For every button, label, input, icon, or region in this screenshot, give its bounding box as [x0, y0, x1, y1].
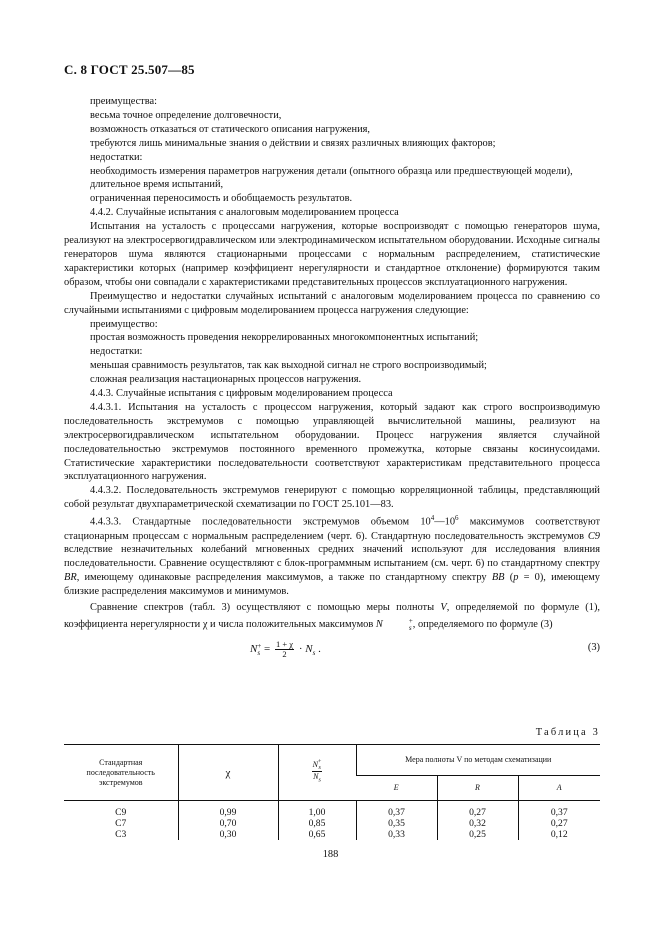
section-4-4-3-heading: 4.4.3. Случайные испытания с цифровым моделированием процесса: [90, 388, 393, 400]
dis-label-1: недостатки:: [90, 151, 143, 163]
page-number: 188: [322, 849, 339, 860]
col-header-e: E: [356, 776, 437, 801]
table-row: С9 0,99 1,00 0,37 0,27 0,37: [64, 807, 600, 818]
dis-item-2: длительное время испытаний,: [90, 179, 224, 191]
col-header-r: R: [437, 776, 518, 801]
table-row: С3 0,30 0,65 0,33 0,25 0,12: [64, 829, 600, 840]
adv-label-1: преимущества:: [90, 96, 157, 107]
formula-expression: N + s = $\frac{1 + \chi}{2}$ · $N_s$ .: [250, 639, 321, 660]
table-3: [64, 744, 600, 840]
section-4-4-3-1-text: 4.4.3.1. Испытания на усталость с процессом нагружения, который задают как строго воспроизводимую последовательность экстремумов с помощью управляющей вычислительной машины, реализуют на электросервогидравлическом испытательном оборудовании. Процесс нагружения является случайной последовательностью экстремумов постоянного временного промежутка, которые связаны косинусоидами. Статистические характеристики последовательности соответствуют характеристикам представительного процесса эксплуатационного нагружения.: [64, 401, 600, 483]
col-header-chi: χ: [178, 745, 278, 801]
adv-label-2: преимущество:: [90, 318, 158, 330]
col-header-sequence: Стандартная последовательность экстремумов: [64, 745, 178, 801]
page-header: С. 8 ГОСТ 25.507—85: [64, 62, 195, 77]
spectra-comparison-text: Сравнение спектров (табл. 3) осуществляют с помощью меры полноты V, определяемой по формуле (1), коэффициента нерегулярности χ и числа положительных максимумов N + s , определяемого по формуле (3): [64, 602, 600, 632]
adv-item-1: весьма точное определение долговечности,: [90, 109, 282, 121]
col-header-ratio: N + s $N_s$: [278, 745, 356, 801]
comparison-paragraph: Преимущество и недостатки случайных испытаний с аналоговым моделированием процесса по сравнению со случайными испытаниями с цифровым моделированием процесса нагружения следующие:: [64, 290, 600, 316]
col-header-a: A: [518, 776, 600, 801]
section-4-4-3-3-text: 4.4.3.3. Стандартные последовательности экстремумов объемом $10^4—10^6$ максимумов соответствуют стационарным процессам с нормальным распределением (черт. 6). Стандартную последовательность экстремумов С9 вследствие незначительных колебаний мгновенных средних значений используют для исследования влияния последовательности. Сравнение осуществляют с блок-программным испытанием (см. черт. 6) по стандартному спектру BR, имеющему одинаковые распределения максимумов, а также по стандартному спектру BB (p = 0), имеющему близкие распределения максимумов и минимумов.: [64, 514, 600, 598]
formula-3: [64, 635, 600, 661]
dis-item-4: меньшая сравнимость результатов, так как выходной сигнал не строго воспроизводимый;: [90, 360, 487, 372]
dis-item-3: ограниченная переносимость и обобщаемость результатов.: [90, 193, 353, 205]
adv-item-2: возможность отказаться от статического описания нагружения,: [90, 123, 371, 135]
section-4-4-2-text: Испытания на усталость с процессами нагружения, которые воспроизводят с помощью генераторов шума, реализуют на электросервогидравлическом или электродинамическом испытательном оборудовании. Исходные сигналы генераторов шума являются стационарными процессами с нормальным распределением, статистические характеристики которых (например коэффициент нерегулярности и стандартное отклонение) формируются таким образом, чтобы они совпадали с характеристиками представительных процессов эксплуатационного нагружения.: [64, 221, 600, 288]
col-group-header: Мера полноты V по методам схематизации: [356, 745, 600, 776]
dis-label-2: недостатки:: [90, 346, 143, 358]
document-body: [64, 95, 600, 665]
table-title: Таблица 3: [535, 727, 600, 738]
section-4-4-2-heading: 4.4.2. Случайные испытания с аналоговым моделированием процесса: [90, 207, 399, 219]
dis-item-1: необходимость измерения параметров нагружения детали (опытного образца или предшествующей модели),: [90, 165, 573, 177]
formula-fraction: $\frac{1 + \chi}{2}$: [276, 639, 294, 660]
dis-item-5: сложная реализация настационарных процессов нагружения.: [90, 374, 362, 386]
adv-item-3: требуются лишь минимальные знания о действии и связях различных влияющих факторов;: [90, 137, 496, 149]
table-row: С7 0,70 0,85 0,35 0,32 0,27: [64, 818, 600, 829]
formula-number: (3): [587, 642, 600, 654]
adv-item-4: простая возможность проведения некоррелированных многокомпонентных испытаний;: [90, 332, 479, 344]
section-4-4-3-2-text: 4.4.3.2. Последовательность экстремумов генерируют с помощью корреляционной таблицы, представляющий собой результат двухпараметрической схематизации по ГОСТ 25.101—83.: [64, 485, 600, 511]
